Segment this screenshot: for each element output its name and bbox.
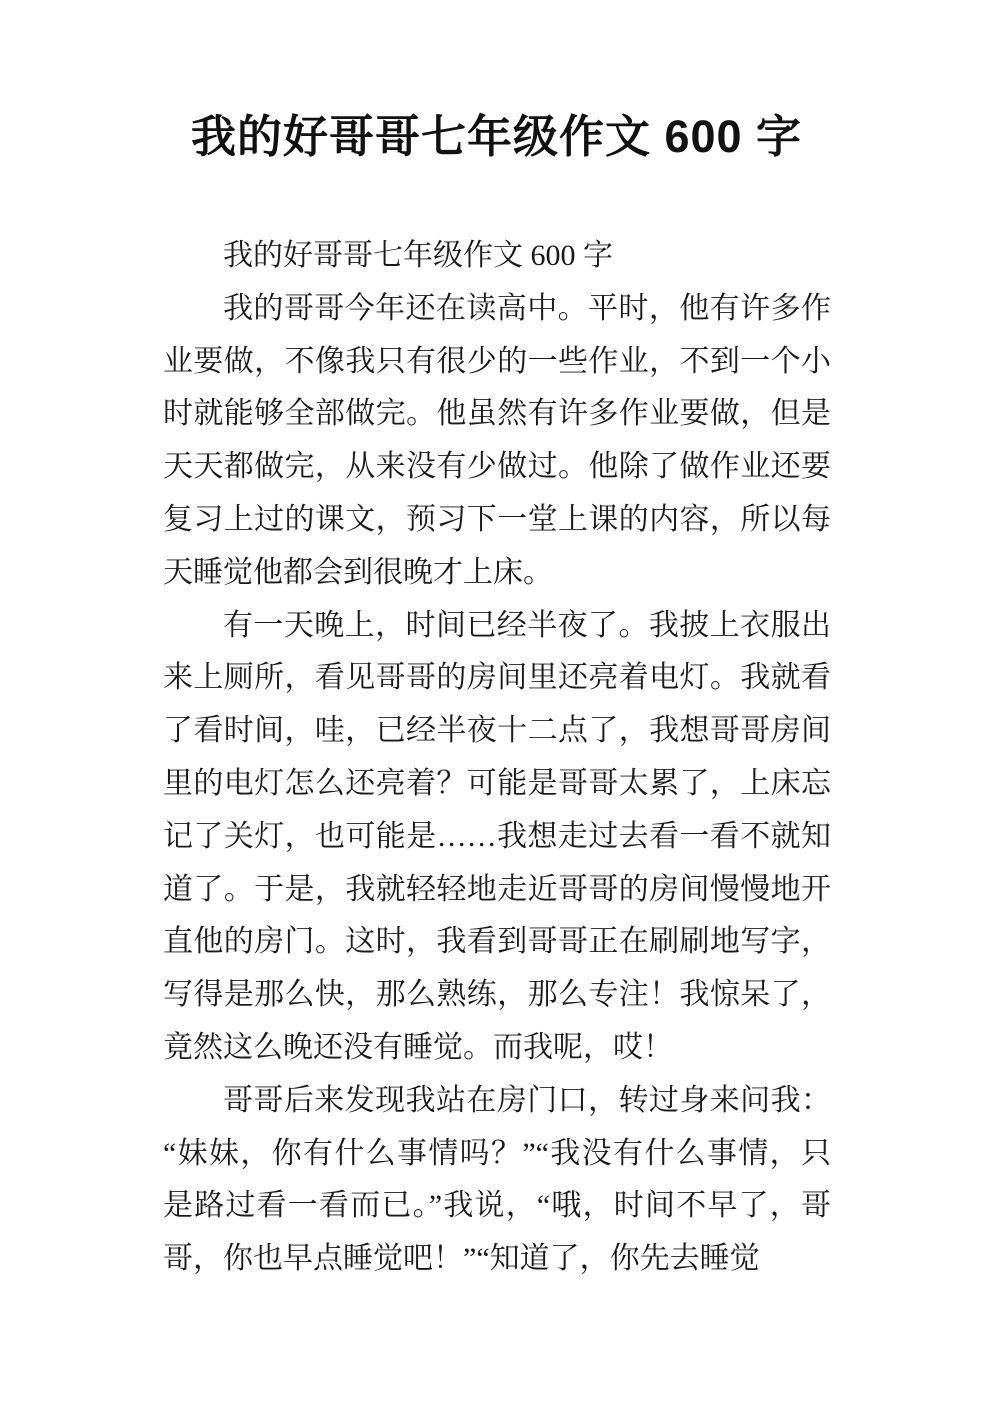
paragraph-heading-line: 我的好哥哥七年级作文 600 字 — [223, 239, 613, 272]
paragraph-2: 有一天晚上，时间已经半夜了。我披上衣服出来上厕所，看见哥哥的房间里还亮着电灯。我就看了看时间，哇，已经半夜十二点了，我想哥哥房间里的电灯怎么还亮着？可能是哥哥太累了，上床忘记了关灯，也可能是……我想走过去看一看不就知道了。于是，我就轻轻地走近哥哥的房间慢慢地开直他的房门。这时，我看到哥哥正在刷刷地写字，写得是那么快，那么熟练，那么专注！我惊呆了，竟然这么晚还没有睡觉。而我呢，哎！ — [163, 608, 831, 1064]
document-body — [163, 230, 831, 1286]
page-title: 我的好哥哥七年级作文 600 字 — [190, 111, 803, 162]
paragraph-3: 哥哥后来发现我站在房门口，转过身来问我：“妹妹，你有什么事情吗？”“我没有什么事情，只是路过看一看而已。”我说，“哦，时间不早了，哥哥，你也早点睡觉吧！”“知道了，你先去睡觉 — [163, 1083, 831, 1276]
paragraph-1: 我的哥哥今年还在读高中。平时，他有许多作业要做，不像我只有很少的一些作业，不到一个小时就能够全部做完。他虽然有许多作业要做，但是天天都做完，从来没有少做过。他除了做作业还要复习上过的课文，预习下一堂上课的内容，所以每天睡觉他都会到很晚才上床。 — [163, 291, 831, 589]
